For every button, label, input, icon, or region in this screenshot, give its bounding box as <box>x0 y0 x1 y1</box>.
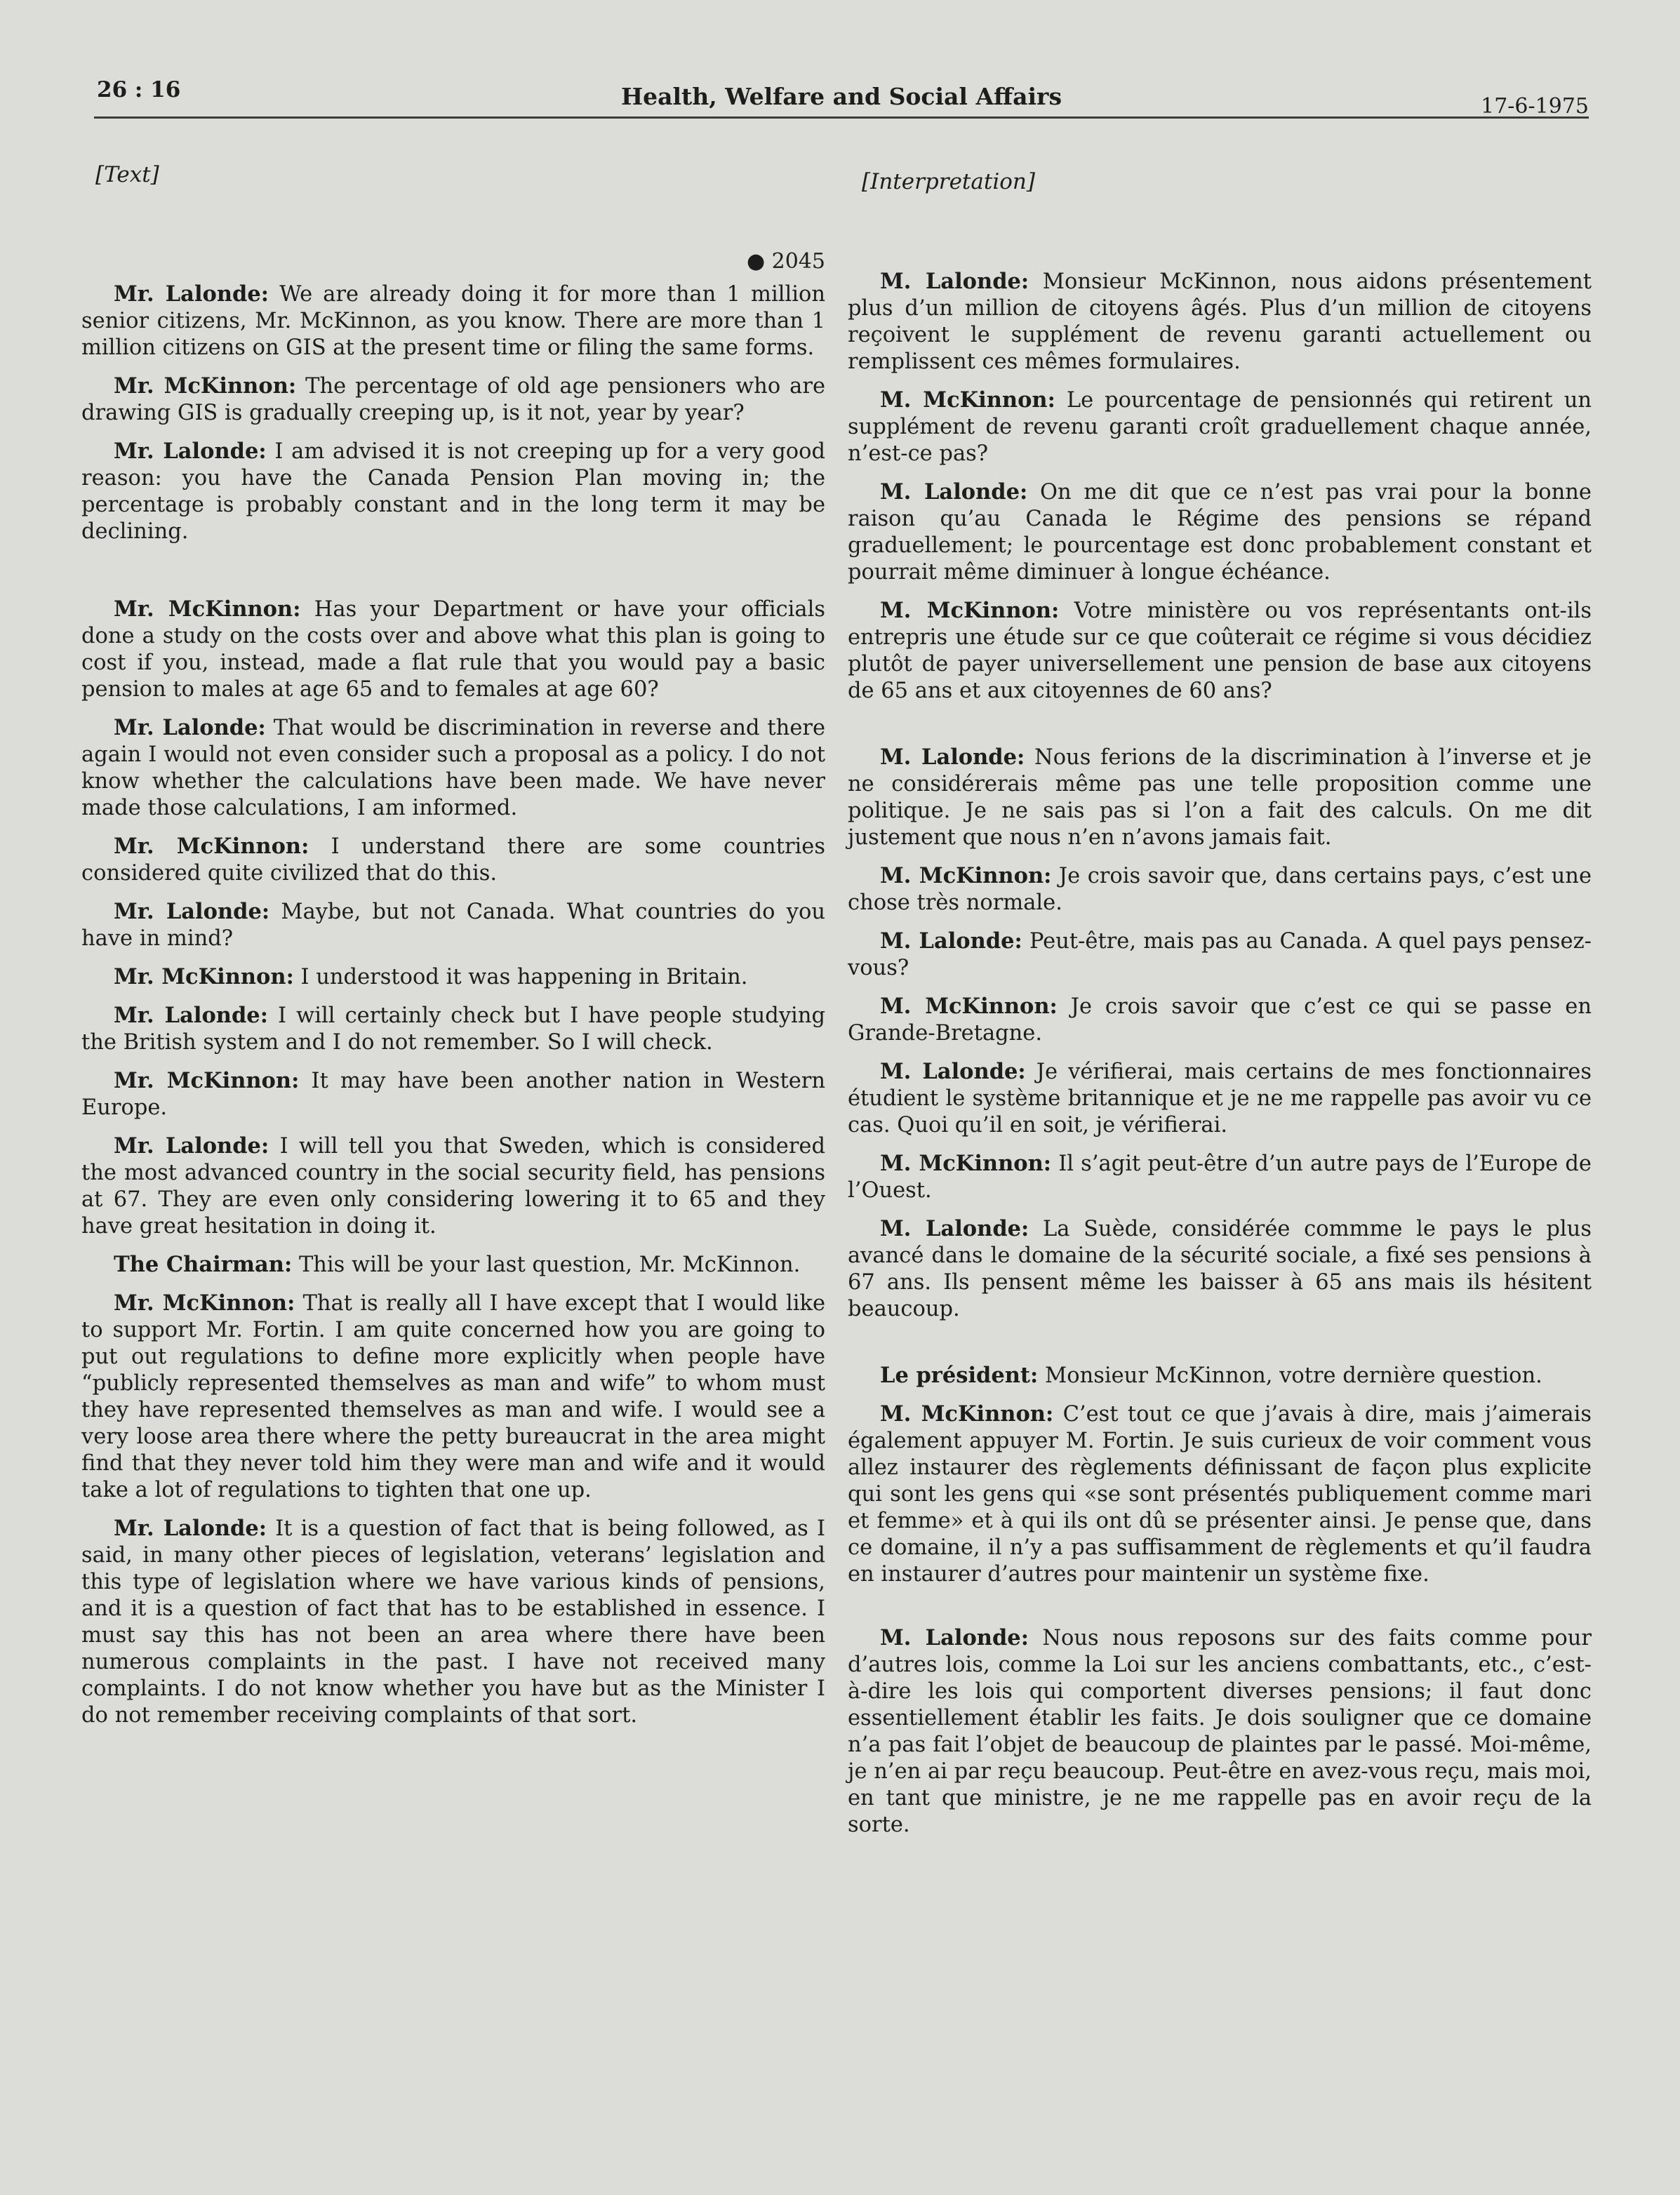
speaker-name: Mr. Lalonde: <box>114 1133 269 1159</box>
speaker-name: Mr. McKinnon: <box>114 596 301 622</box>
speaker-name: Mr. Lalonde: <box>114 439 267 464</box>
speaker-name: Mr. McKinnon: <box>114 1068 300 1093</box>
speech-paragraph <box>81 1002 825 1056</box>
speaker-name: M. McKinnon: <box>880 387 1055 413</box>
speech-text: Maybe, but not Canada. What countries do you have in mind? <box>81 900 825 951</box>
column-spacer <box>848 1334 1592 1362</box>
speaker-name: Mr. McKinnon: <box>114 373 297 399</box>
speaker-name: The Chairman: <box>114 1252 293 1277</box>
speech-text: C’est tout ce que j’avais à dire, mais j’aimerais également appuyer M. Fortin. Je suis curieux de voir comment vous allez instaurer des règlements définissant de façon plus explicite qui sont les gens qui «se sont présentés publiquement comme mari et femme» et à qui ils ont dû se présenter ainsi. Je pense que, dans ce domaine, il n’y a pas suffisamment de règlements et qu’il faudra en instaurer d’autres pour maintenir un système fixe. <box>848 1402 1592 1587</box>
speaker-name: M. McKinnon: <box>880 994 1058 1019</box>
speech-paragraph <box>848 479 1592 586</box>
speech-paragraph <box>848 387 1592 467</box>
speaker-name: Mr. McKinnon: <box>114 964 294 989</box>
speech-text: Monsieur McKinnon, votre dernière question. <box>1044 1363 1542 1388</box>
speaker-name: Mr. Lalonde: <box>114 281 269 307</box>
header-date: 17-6-1975 <box>1481 94 1589 119</box>
speech-text: Je crois savoir que, dans certains pays, c’est une chose très normale. <box>848 864 1592 915</box>
speech-text: Peut-être, mais pas au Canada. A quel pays pensez-vous? <box>848 929 1592 980</box>
speaker-name: M. Lalonde: <box>880 1625 1029 1650</box>
speech-paragraph <box>81 1133 825 1240</box>
speech-text: Monsieur McKinnon, nous aidons présentement plus d’un million de citoyens âgés. Plus d’un million de citoyens reçoivent le supplément de revenu garanti actuellement ou remplissent ces mêmes formulaires. <box>848 269 1592 374</box>
speech-paragraph <box>81 438 825 545</box>
speech-paragraph <box>848 268 1592 375</box>
speech-text: Nous ferions de la discrimination à l’inverse et je ne considérerais même pas une telle proposition comme une politique. Je ne sais pas si l’on a fait des calculs. On me dit justement que nous n’en n’avons jamais fait. <box>848 745 1592 850</box>
speech-paragraph <box>81 1290 825 1504</box>
speech-paragraph <box>848 1401 1592 1588</box>
speech-text: The percentage of old age pensioners who are drawing GIS is gradually creeping up, is it not, year by year? <box>81 374 826 425</box>
speech-paragraph <box>848 1624 1592 1839</box>
speech-text: Je vérifierai, mais certains de mes fonctionnaires étudient le système britannique et je ne me rappelle pas avoir vu ce cas. Quoi qu’il en soit, je vérifierai. <box>848 1060 1592 1137</box>
speaker-name: M. Lalonde: <box>880 1216 1029 1241</box>
speaker-name: M. Lalonde: <box>880 269 1029 294</box>
speech-text: Le pourcentage de pensionnés qui retirent un supplément de revenu garanti croît graduellement chaque année, n’est-ce pas? <box>848 388 1592 466</box>
column-label-interpretation: [Interpretation] <box>862 169 1035 194</box>
speaker-name: M. Lalonde: <box>880 1059 1026 1084</box>
speaker-name: M. Lalonde: <box>880 745 1025 770</box>
page-header <box>94 73 1589 119</box>
speech-text: I understand there are some countries considered quite civilized that do this. <box>81 834 825 886</box>
speaker-name: M. McKinnon: <box>880 1401 1054 1427</box>
speech-text: Votre ministère ou vos représentants ont-ils entrepris une étude sur ce que coûterait ce régime si vous décidiez plutôt de payer universellement une pension de base aux citoyens de 65 ans et aux citoyennes de 60 ans? <box>848 599 1592 703</box>
speech-text: It is a question of fact that is being followed, as I said, in many other pieces of legislation, veterans’ legislation and this type of legislation where we have various kinds of pensions, and it is a question of fact that has to be established in essence. I must say this has not been an area where there have been numerous complaints in the past. I have not received many complaints. I do not know whether you have but as the Minister I do not remember receiving complaints of that sort. <box>81 1516 826 1728</box>
speaker-name: Mr. McKinnon: <box>114 834 309 859</box>
speech-paragraph <box>848 1058 1592 1139</box>
page-number: 26 : 16 <box>97 77 181 102</box>
speaker-name: M. McKinnon: <box>880 598 1060 623</box>
speech-paragraph <box>81 833 825 887</box>
speaker-name: Mr. Lalonde: <box>114 1516 267 1541</box>
speech-paragraph <box>848 928 1592 982</box>
speech-text: This will be your last question, Mr. McKinnon. <box>298 1253 801 1277</box>
speech-paragraph <box>81 898 825 952</box>
speech-paragraph <box>848 744 1592 851</box>
speaker-name: M. McKinnon: <box>880 863 1052 888</box>
speech-paragraph <box>848 993 1592 1047</box>
speech-paragraph <box>848 1150 1592 1204</box>
speech-paragraph <box>81 281 825 361</box>
speech-text: Nous nous reposons sur des faits comme pour d’autres lois, comme la Loi sur les anciens combattants, etc., c’est-à-dire les lois qui comportent diverses pensions; il faut donc essentiellement établir les faits. Je dois souligner que ce domaine n’a pas fait l’objet de beaucoup de plaintes par le passé. Moi-même, je n’en ai par reçu beaucoup. Peut-être en avez-vous reçu, mais moi, en tant que ministre, je ne me rappelle pas en avoir reçu de la sorte. <box>848 1626 1592 1837</box>
column-spacer <box>81 556 825 596</box>
speaker-name: Mr. Lalonde: <box>114 715 266 740</box>
speaker-name: Mr. Lalonde: <box>114 1003 268 1028</box>
speech-text: It may have been another nation in Western Europe. <box>81 1069 825 1120</box>
french-column <box>848 147 1592 1850</box>
speaker-name: Le président: <box>880 1363 1039 1388</box>
speech-text: I will tell you that Sweden, which is considered the most advanced country in the social security field, has pensions at 67. They are even only considering lowering it to 65 and they have great hesitation in doing it. <box>81 1134 825 1239</box>
speech-paragraph <box>848 1362 1592 1389</box>
speaker-name: M. Lalonde: <box>880 928 1022 954</box>
speech-text: On me dit que ce n’est pas vrai pour la bonne raison qu’au Canada le Régime des pensions se répand graduellement; le pourcentage est donc probablement constant et pourrait même diminuer à longue échéance. <box>848 480 1592 585</box>
english-column <box>81 147 825 1740</box>
speech-paragraph <box>81 963 825 991</box>
speech-paragraph <box>81 1251 825 1279</box>
speech-paragraph <box>81 1515 825 1729</box>
time-marker: ● 2045 <box>746 249 825 274</box>
column-spacer <box>848 716 1592 744</box>
speaker-name: M. McKinnon: <box>880 1151 1052 1176</box>
speech-paragraph <box>848 597 1592 705</box>
speech-text: We are already doing it for more than 1 million senior citizens, Mr. McKinnon, as you know. There are more than 1 million citizens on GIS at the present time or filing the same forms. <box>81 282 825 360</box>
speech-paragraph <box>848 862 1592 916</box>
column-label-text: [Text] <box>95 162 159 187</box>
running-title: Health, Welfare and Social Affairs <box>620 83 1062 110</box>
speech-text: That would be discrimination in reverse and there again I would not even consider such a proposal as a policy. I do not know whether the calculations have been made. We have never made those calculations, I am informed. <box>81 716 825 820</box>
speech-text: Has your Department or have your officials done a study on the costs over and above what this plan is going to cost if you, instead, made a flat rule that you would pay a basic pension to males at age 65 and to females at age 60? <box>81 597 826 702</box>
speech-text: Je crois savoir que c’est ce qui se passe en Grande-Bretagne. <box>848 994 1592 1046</box>
speech-paragraph <box>81 1067 825 1121</box>
speech-text: That is really all I have except that I would like to support Mr. Fortin. I am quite concerned how you are going to put out regulations to define more explicitly when people have “publicly represented themselves as man and wife” to whom must they have represented themselves as man and wife. I would see a very loose area there where the petty bureaucrat in the area might find that they never told him they were man and wife and it would take a lot of regulations to tighten that one up. <box>81 1291 826 1502</box>
speech-paragraph <box>81 373 825 427</box>
speech-text: Il s’agit peut-être d’un autre pays de l’Europe de l’Ouest. <box>848 1152 1592 1203</box>
column-spacer <box>848 1599 1592 1624</box>
speech-text: I understood it was happening in Britain. <box>300 965 748 989</box>
speech-paragraph <box>81 596 825 703</box>
speech-paragraph <box>81 714 825 822</box>
speech-text: I am advised it is not creeping up for a very good reason: you have the Canada Pension Plan moving in; the percentage is probably constant and in the long term it may be declining. <box>81 439 825 544</box>
speech-text: I will certainly check but I have people studying the British system and I do not remember. So I will check. <box>81 1003 825 1055</box>
speaker-name: M. Lalonde: <box>880 479 1028 505</box>
speech-text: La Suède, considérée commme le pays le plus avancé dans le domaine de la sécurité sociale, a fixé ses pensions à 67 ans. Ils pensent même les baisser à 65 ans mais ils hésitent beaucoup. <box>848 1217 1592 1321</box>
speech-paragraph <box>848 1215 1592 1323</box>
speaker-name: Mr. McKinnon: <box>114 1290 295 1316</box>
speaker-name: Mr. Lalonde: <box>114 899 270 924</box>
